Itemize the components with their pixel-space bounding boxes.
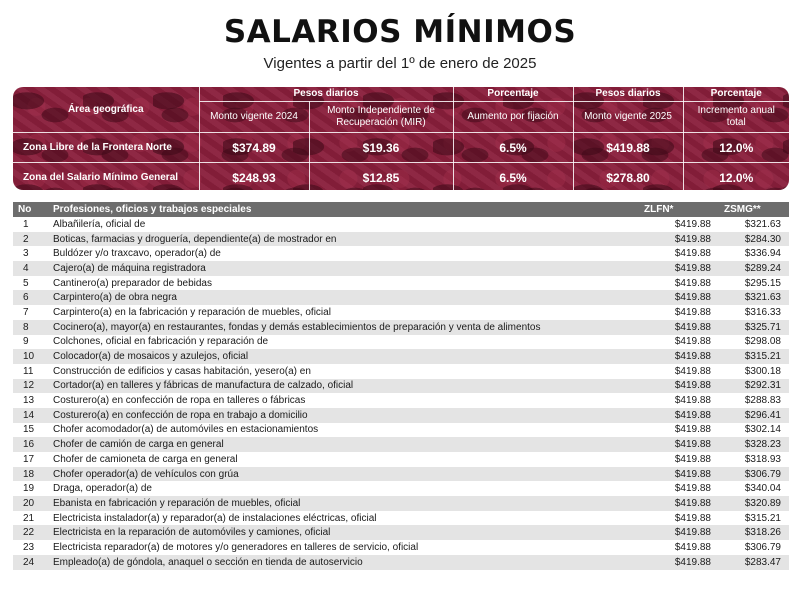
zsmg-value: $316.33 xyxy=(719,305,789,320)
row-number: 20 xyxy=(13,496,48,511)
profession-name: Costurero(a) en confección de ropa en talleres o fábricas xyxy=(48,393,639,408)
zsmg-value: $321.63 xyxy=(719,290,789,305)
table-row xyxy=(13,276,789,291)
zsmg-value: $300.18 xyxy=(719,364,789,379)
zsmg-value: $292.31 xyxy=(719,379,789,394)
zsmg-value: $306.79 xyxy=(719,540,789,555)
row-number: 13 xyxy=(13,393,48,408)
profession-name: Cantinero(a) preparador de bebidas xyxy=(48,276,639,291)
table-row xyxy=(13,364,789,379)
row-number: 24 xyxy=(13,555,48,570)
monto-2024-header: Monto vigente 2024 xyxy=(199,102,309,133)
profession-name: Electricista instalador(a) y reparador(a) de instalaciones eléctricas, oficial xyxy=(48,511,639,526)
profession-name: Chofer operador(a) de vehículos con grúa xyxy=(48,467,639,482)
monto-2024-value: $374.89 xyxy=(199,133,309,163)
table-row xyxy=(13,423,789,438)
incremento-header: Incremento anual total xyxy=(683,102,789,133)
table-row xyxy=(13,408,789,423)
zlfn-value: $419.88 xyxy=(639,496,719,511)
row-number: 5 xyxy=(13,276,48,291)
profession-name: Cajero(a) de máquina registradora xyxy=(48,261,639,276)
mir-value: $12.85 xyxy=(309,163,453,191)
zlfn-value: $419.88 xyxy=(639,364,719,379)
table-row xyxy=(13,232,789,247)
table-row xyxy=(13,305,789,320)
row-number: 16 xyxy=(13,437,48,452)
row-number: 6 xyxy=(13,290,48,305)
profession-name: Carpintero(a) en la fabricación y reparación de muebles, oficial xyxy=(48,305,639,320)
zlfn-value: $419.88 xyxy=(639,525,719,540)
profession-name: Chofer de camión de carga en general xyxy=(48,437,639,452)
col-header-zsmg: ZSMG** xyxy=(719,202,789,217)
row-number: 12 xyxy=(13,379,48,394)
aumento-header: Aumento por fijación xyxy=(453,102,573,133)
monto-2024-value: $248.93 xyxy=(199,163,309,191)
monto-2025-value: $278.80 xyxy=(573,163,683,191)
zlfn-value: $419.88 xyxy=(639,305,719,320)
zlfn-value: $419.88 xyxy=(639,511,719,526)
mir-header: Monto Independiente de Recuperación (MIR) xyxy=(309,102,453,133)
zsmg-value: $283.47 xyxy=(719,555,789,570)
zlfn-value: $419.88 xyxy=(639,290,719,305)
row-number: 19 xyxy=(13,481,48,496)
zsmg-value: $328.23 xyxy=(719,437,789,452)
zsmg-value: $318.26 xyxy=(719,525,789,540)
zlfn-value: $419.88 xyxy=(639,261,719,276)
row-number: 11 xyxy=(13,364,48,379)
zlfn-value: $419.88 xyxy=(639,437,719,452)
table-row xyxy=(13,511,789,526)
zlfn-value: $419.88 xyxy=(639,276,719,291)
zsmg-value: $306.79 xyxy=(719,467,789,482)
zsmg-value: $295.15 xyxy=(719,276,789,291)
zlfn-value: $419.88 xyxy=(639,481,719,496)
profession-name: Empleado(a) de góndola, anaquel o sección en tienda de autoservicio xyxy=(48,555,639,570)
zone-row xyxy=(13,163,789,191)
zlfn-value: $419.88 xyxy=(639,246,719,261)
zlfn-value: $419.88 xyxy=(639,217,719,232)
row-number: 18 xyxy=(13,467,48,482)
col-header-name: Profesiones, oficios y trabajos especiales xyxy=(48,202,639,217)
row-number: 2 xyxy=(13,232,48,247)
table-row xyxy=(13,555,789,570)
profession-name: Draga, operador(a) de xyxy=(48,481,639,496)
zlfn-value: $419.88 xyxy=(639,232,719,247)
table-row xyxy=(13,290,789,305)
porcentaje-header: Porcentaje xyxy=(453,87,573,102)
mir-value: $19.36 xyxy=(309,133,453,163)
profession-name: Electricista reparador(a) de motores y/o generadores en talleres de servicio, oficial xyxy=(48,540,639,555)
professions-table xyxy=(13,202,789,570)
row-number: 3 xyxy=(13,246,48,261)
table-row xyxy=(13,320,789,335)
zlfn-value: $419.88 xyxy=(639,423,719,438)
page-subtitle: Vigentes a partir del 1º de enero de 2025 xyxy=(263,55,537,72)
table-row xyxy=(13,349,789,364)
zlfn-value: $419.88 xyxy=(639,335,719,350)
row-number: 4 xyxy=(13,261,48,276)
zsmg-value: $318.93 xyxy=(719,452,789,467)
row-number: 23 xyxy=(13,540,48,555)
table-row xyxy=(13,217,789,232)
profession-name: Cocinero(a), mayor(a) en restaurantes, fondas y demás establecimientos de preparación y venta de alimentos xyxy=(48,320,639,335)
table-row xyxy=(13,540,789,555)
incremento-value: 12.0% xyxy=(719,170,754,185)
zlfn-value: $419.88 xyxy=(639,555,719,570)
zsmg-value: $315.21 xyxy=(719,511,789,526)
area-header: Área geográfica xyxy=(13,87,199,133)
zlfn-value: $419.88 xyxy=(639,540,719,555)
profession-name: Colocador(a) de mosaicos y azulejos, oficial xyxy=(48,349,639,364)
zlfn-value: $419.88 xyxy=(639,452,719,467)
zlfn-value: $419.88 xyxy=(639,349,719,364)
zlfn-value: $419.88 xyxy=(639,320,719,335)
profession-name: Carpintero(a) de obra negra xyxy=(48,290,639,305)
profession-name: Chofer acomodador(a) de automóviles en estacionamientos xyxy=(48,423,639,438)
zlfn-value: $419.88 xyxy=(639,467,719,482)
porcentaje-header-2: Porcentaje xyxy=(683,87,789,102)
zsmg-value: $302.14 xyxy=(719,423,789,438)
zsmg-value: $321.63 xyxy=(719,217,789,232)
pesos-diarios-header-2: Pesos diarios xyxy=(573,87,683,102)
professions-header-row xyxy=(13,202,789,217)
col-header-zlfn: ZLFN* xyxy=(639,202,719,217)
zsmg-value: $289.24 xyxy=(719,261,789,276)
profession-name: Albañilería, oficial de xyxy=(48,217,639,232)
zsmg-value: $336.94 xyxy=(719,246,789,261)
row-number: 1 xyxy=(13,217,48,232)
summary-table xyxy=(13,87,789,190)
zlfn-value: $419.88 xyxy=(639,393,719,408)
zsmg-value: $325.71 xyxy=(719,320,789,335)
table-row xyxy=(13,393,789,408)
profession-name: Electricista en la reparación de automóviles y camiones, oficial xyxy=(48,525,639,540)
zsmg-value: $296.41 xyxy=(719,408,789,423)
row-number: 21 xyxy=(13,511,48,526)
row-number: 7 xyxy=(13,305,48,320)
profession-name: Colchones, oficial en fabricación y reparación de xyxy=(48,335,639,350)
table-row xyxy=(13,452,789,467)
zsmg-value: $320.89 xyxy=(719,496,789,511)
row-number: 22 xyxy=(13,525,48,540)
profession-name: Costurero(a) en confección de ropa en trabajo a domicilio xyxy=(48,408,639,423)
incremento-value: 12.0% xyxy=(683,133,789,163)
zlfn-value: $419.88 xyxy=(639,408,719,423)
table-row xyxy=(13,335,789,350)
profession-name: Cortador(a) en talleres y fábricas de manufactura de calzado, oficial xyxy=(48,379,639,394)
table-row xyxy=(13,496,789,511)
row-number: 10 xyxy=(13,349,48,364)
aumento-value: 6.5% xyxy=(453,163,573,191)
table-row xyxy=(13,261,789,276)
table-row xyxy=(13,246,789,261)
table-row xyxy=(13,467,789,482)
col-header-no: No xyxy=(13,202,48,217)
monto-2025-header: Monto vigente 2025 xyxy=(573,102,683,133)
table-row xyxy=(13,379,789,394)
monto-2025-value: $419.88 xyxy=(573,133,683,163)
row-number: 17 xyxy=(13,452,48,467)
zsmg-value: $340.04 xyxy=(719,481,789,496)
row-number: 15 xyxy=(13,423,48,438)
zlfn-value: $419.88 xyxy=(639,379,719,394)
zone-row xyxy=(13,133,789,163)
zone-name: Zona del Salario Mínimo General xyxy=(13,163,199,191)
row-number: 14 xyxy=(13,408,48,423)
zsmg-value: $298.08 xyxy=(719,335,789,350)
table-row xyxy=(13,481,789,496)
profession-name: Chofer de camioneta de carga en general xyxy=(48,452,639,467)
pesos-diarios-header: Pesos diarios xyxy=(199,87,453,102)
zsmg-value: $315.21 xyxy=(719,349,789,364)
page-title: SALARIOS MÍNIMOS xyxy=(223,14,577,50)
profession-name: Ebanista en fabricación y reparación de muebles, oficial xyxy=(48,496,639,511)
zsmg-value: $284.30 xyxy=(719,232,789,247)
profession-name: Construcción de edificios y casas habitación, yesero(a) en xyxy=(48,364,639,379)
profession-name: Boticas, farmacias y droguería, dependiente(a) de mostrador en xyxy=(48,232,639,247)
zone-name: Zona Libre de la Frontera Norte xyxy=(13,133,199,163)
aumento-value: 6.5% xyxy=(453,133,573,163)
table-row xyxy=(13,525,789,540)
zsmg-value: $288.83 xyxy=(719,393,789,408)
table-row xyxy=(13,437,789,452)
row-number: 9 xyxy=(13,335,48,350)
row-number: 8 xyxy=(13,320,48,335)
profession-name: Buldózer y/o traxcavo, operador(a) de xyxy=(48,246,639,261)
